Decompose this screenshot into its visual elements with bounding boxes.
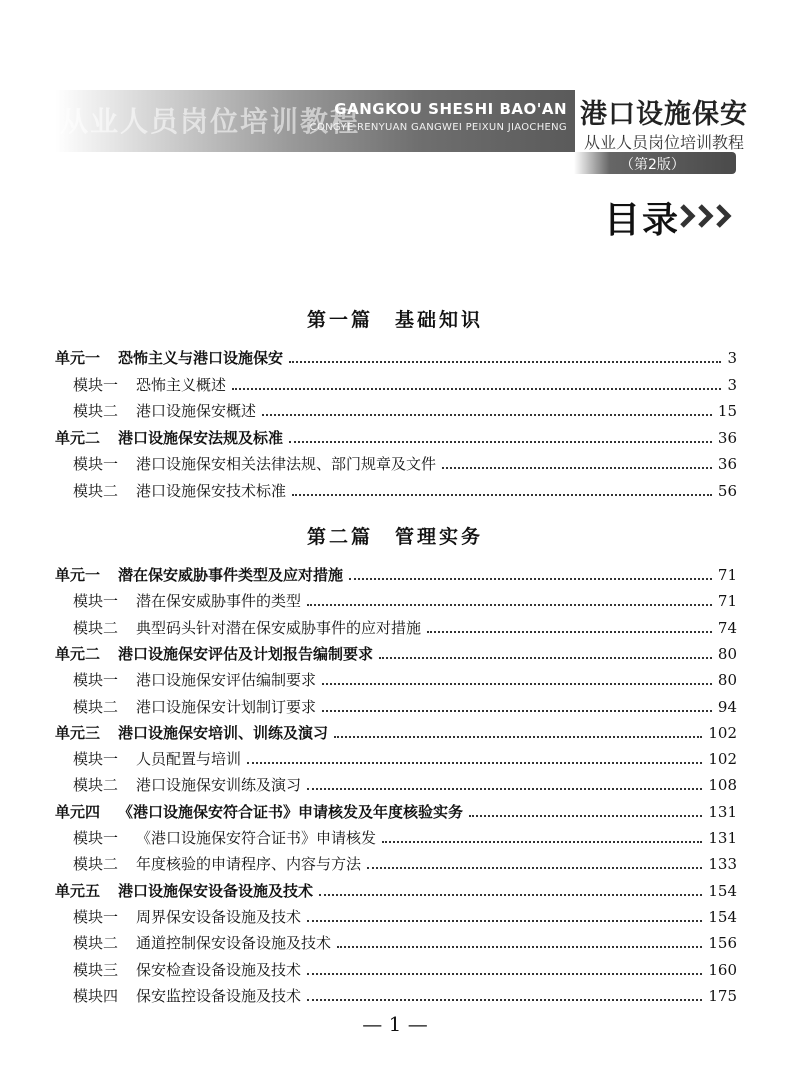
dot-leader [307, 920, 702, 922]
page-number: — 1 — [362, 1012, 428, 1036]
entry-number: 模块四 [73, 986, 119, 1005]
entry-page-number: 133 [708, 855, 737, 874]
entry-page-number: 56 [717, 481, 737, 500]
pinyin-title: GANGKOU SHESHI BAO'AN [334, 100, 567, 118]
dot-leader [307, 788, 702, 790]
entry-page-number: 3 [727, 375, 737, 394]
dot-leader [349, 578, 712, 580]
toc-unit-entry[interactable] [55, 640, 737, 664]
toc-module-entry[interactable] [55, 771, 737, 795]
entry-number: 模块二 [73, 618, 119, 637]
entry-page-number: 71 [717, 592, 737, 611]
entry-number: 模块一 [73, 829, 119, 847]
entry-page-number: 154 [708, 907, 737, 926]
dot-leader [337, 946, 702, 948]
entry-title: 恐怖主义概述 [136, 375, 227, 394]
entry-page-number: 80 [717, 671, 737, 690]
toc-module-entry[interactable] [55, 371, 737, 395]
entry-page-number: 94 [717, 697, 737, 716]
entry-page-number: 108 [708, 776, 737, 795]
entry-number: 单元四 [55, 802, 101, 821]
entry-page-number: 131 [708, 829, 737, 847]
entry-page-number: 80 [717, 644, 737, 663]
entry-title: 港口设施保安计划制订要求 [136, 697, 317, 716]
entry-title: 港口设施保安技术标准 [136, 481, 287, 500]
entry-number: 模块一 [73, 907, 119, 926]
entry-number: 模块二 [73, 697, 119, 716]
dot-leader [469, 815, 702, 817]
entry-number: 模块二 [73, 776, 119, 795]
part-heading: 第一篇 基础知识 [306, 309, 483, 331]
toc-module-entry[interactable] [55, 614, 737, 638]
entry-page-number: 131 [708, 802, 737, 821]
entry-number: 模块一 [73, 592, 119, 611]
entry-page-number: 71 [717, 566, 737, 584]
entry-page-number: 102 [708, 750, 737, 769]
entry-title: 港口设施保安评估及计划报告编制要求 [118, 644, 374, 663]
toc-module-entry[interactable] [55, 666, 737, 690]
entry-page-number: 156 [708, 934, 737, 953]
entry-title: 港口设施保安培训、训练及演习 [118, 723, 329, 742]
toc-module-entry[interactable] [55, 587, 737, 611]
dot-leader [247, 762, 702, 764]
entry-title: 年度核验的申请程序、内容与方法 [136, 855, 362, 874]
entry-number: 单元二 [55, 428, 101, 447]
dot-leader [292, 494, 712, 496]
entry-title: 保安监控设备设施及技术 [136, 986, 302, 1005]
entry-number: 模块二 [73, 402, 119, 420]
dot-leader [319, 894, 702, 896]
toc-title: 目录 [604, 199, 681, 241]
triple-chevron-icon [680, 202, 736, 230]
book-title: 港口设施保安 [580, 99, 748, 130]
entry-number: 模块二 [73, 481, 119, 500]
entry-page-number: 15 [717, 402, 737, 420]
entry-title: 潜在保安威胁事件的类型 [136, 592, 302, 611]
ghost-title: 从业人员岗位培训教程 [60, 105, 361, 138]
toc-unit-entry[interactable] [55, 798, 737, 822]
toc-module-entry[interactable] [55, 956, 737, 980]
dot-leader [442, 467, 712, 469]
entry-number: 模块三 [73, 960, 119, 979]
entry-number: 单元一 [55, 349, 101, 367]
entry-title: 港口设施保安训练及演习 [136, 776, 302, 795]
dot-leader [322, 683, 712, 685]
toc-module-entry[interactable] [55, 824, 737, 848]
dot-leader [289, 441, 712, 443]
dot-leader [289, 361, 721, 363]
entry-title: 恐怖主义与港口设施保安 [118, 349, 284, 367]
entry-page-number: 175 [708, 986, 737, 1005]
entry-title: 港口设施保安法规及标准 [118, 428, 284, 447]
toc-unit-entry[interactable] [55, 561, 737, 585]
edition-badge [574, 152, 736, 174]
dot-leader [307, 999, 702, 1001]
entry-title: 《港口设施保安符合证书》申请核发 [136, 829, 377, 847]
dot-leader [367, 867, 702, 869]
entry-number: 模块一 [73, 375, 119, 394]
entry-number: 模块二 [73, 855, 119, 874]
part-heading: 第二篇 管理实务 [306, 526, 483, 548]
entry-title: 典型码头针对潜在保安威胁事件的应对措施 [136, 618, 422, 637]
entry-title: 潜在保安威胁事件类型及应对措施 [118, 566, 344, 584]
dot-leader [307, 604, 712, 606]
entry-title: 保安检查设备设施及技术 [136, 960, 302, 979]
toc-module-entry[interactable] [55, 850, 737, 874]
entry-number: 模块一 [73, 671, 119, 690]
toc-module-entry[interactable] [55, 693, 737, 717]
entry-title: 港口设施保安相关法律法规、部门规章及文件 [136, 455, 437, 473]
entry-title: 人员配置与培训 [136, 750, 242, 769]
entry-page-number: 36 [717, 428, 737, 447]
entry-title: 港口设施保安设备设施及技术 [118, 881, 314, 900]
entry-number: 单元一 [55, 566, 101, 584]
toc-unit-entry[interactable] [55, 424, 737, 448]
dot-leader [322, 710, 712, 712]
edition-label: （第2版） [620, 157, 685, 173]
toc-module-entry[interactable] [55, 450, 737, 474]
entry-number: 单元二 [55, 644, 101, 663]
entry-title: 港口设施保安概述 [136, 402, 257, 420]
entry-title: 通道控制保安设备设施及技术 [136, 934, 332, 953]
entry-page-number: 102 [708, 723, 737, 742]
toc-unit-entry[interactable] [55, 877, 737, 901]
dot-leader [232, 388, 721, 390]
dot-leader [382, 841, 702, 843]
dot-leader [334, 736, 702, 738]
dot-leader [427, 631, 712, 633]
toc-unit-entry[interactable] [55, 344, 737, 368]
toc-module-entry[interactable] [55, 477, 737, 501]
toc-module-entry[interactable] [55, 397, 737, 421]
entry-page-number: 154 [708, 881, 737, 900]
dot-leader [262, 414, 712, 416]
entry-number: 单元五 [55, 881, 101, 900]
toc-module-entry[interactable] [55, 903, 737, 927]
entry-title: 港口设施保安评估编制要求 [136, 671, 317, 690]
toc-module-entry[interactable] [55, 929, 737, 953]
book-subtitle: 从业人员岗位培训教程 [584, 133, 745, 152]
entry-page-number: 3 [727, 349, 737, 367]
toc-unit-entry[interactable] [55, 719, 737, 743]
entry-page-number: 74 [717, 618, 737, 637]
pinyin-subtitle: CONGYE RENYUAN GANGWEI PEIXUN JIAOCHENG [309, 122, 567, 133]
entry-page-number: 36 [717, 455, 737, 473]
toc-module-entry[interactable] [55, 982, 737, 1006]
entry-number: 模块一 [73, 455, 119, 473]
entry-title: 周界保安设备设施及技术 [136, 907, 302, 926]
entry-page-number: 160 [708, 960, 737, 979]
entry-title: 《港口设施保安符合证书》申请核发及年度核验实务 [118, 802, 464, 821]
entry-number: 模块二 [73, 934, 119, 953]
dot-leader [307, 973, 702, 975]
entry-number: 模块一 [73, 750, 119, 769]
entry-number: 单元三 [55, 723, 101, 742]
toc-module-entry[interactable] [55, 745, 737, 769]
dot-leader [379, 657, 712, 659]
